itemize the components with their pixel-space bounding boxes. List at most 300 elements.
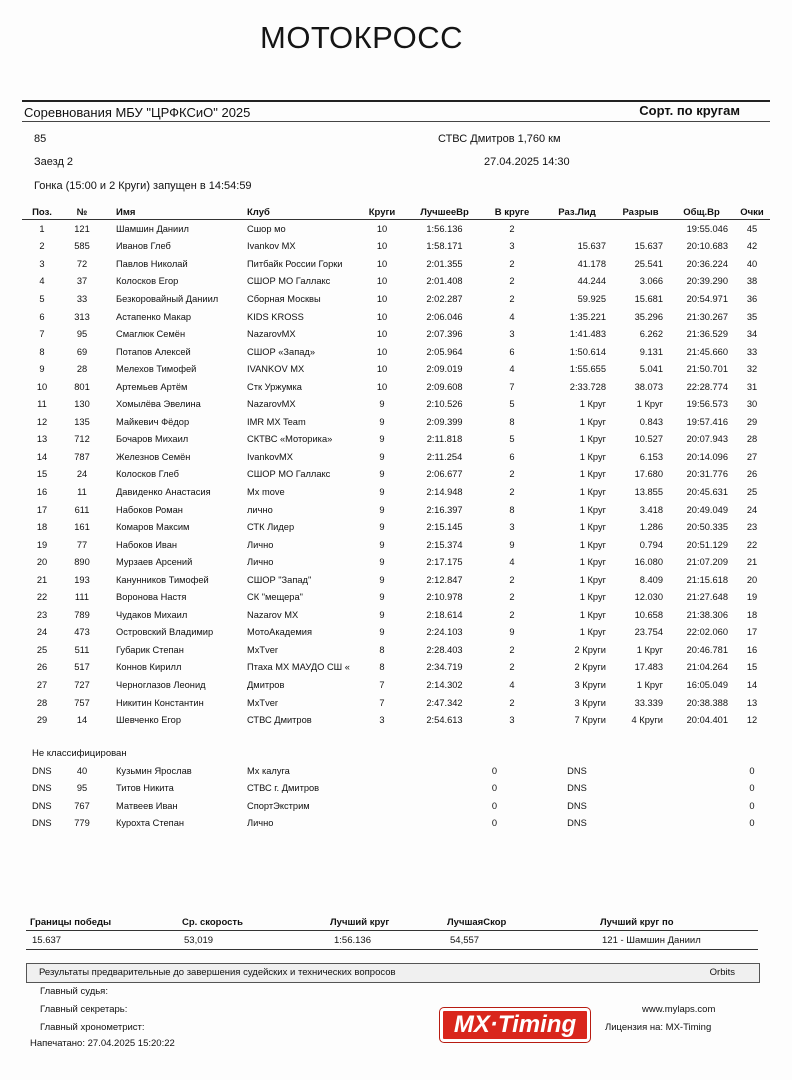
cell-points: 34 — [746, 329, 758, 340]
cell-best-time: 2:17.175 — [426, 557, 463, 568]
cell-status: DNS — [32, 783, 52, 794]
cell-gap: 17.680 — [634, 469, 663, 480]
cell-on-lap: 3 — [509, 522, 515, 533]
cell-rider-name: Титов Никита — [116, 783, 174, 794]
cell-number: 77 — [76, 539, 88, 550]
cell-laps: 9 — [379, 434, 385, 445]
table-row — [22, 641, 770, 659]
table-row — [22, 676, 770, 694]
cell-position: 5 — [39, 293, 45, 304]
cell-on-lap: 4 — [509, 311, 515, 322]
cell-gap: 35.296 — [634, 311, 663, 322]
cell-on-lap: 7 — [509, 381, 515, 392]
cell-number: 757 — [74, 697, 90, 708]
cell-position: 14 — [36, 451, 48, 462]
cell-total-time: 20:04.401 — [686, 715, 728, 726]
cell-total-time: 20:36.224 — [686, 258, 728, 269]
table-row — [22, 273, 770, 291]
header-rule-top — [22, 100, 770, 102]
cell-laps: 9 — [379, 416, 385, 427]
cell-points: 33 — [746, 346, 758, 357]
best-lap-by-label: Лучший круг по — [600, 917, 674, 928]
cell-position: 20 — [36, 557, 48, 568]
cell-club: Mx move — [247, 486, 285, 497]
cell-rider-name: Хомылёва Эвелина — [116, 399, 201, 410]
cell-on-lap: 8 — [509, 504, 515, 515]
cell-gap-leader: 2:33.728 — [569, 381, 606, 392]
cell-position: 22 — [36, 592, 48, 603]
cell-club: Сшор мо — [247, 223, 286, 234]
cell-position: 3 — [39, 258, 45, 269]
table-row — [22, 413, 770, 431]
cell-gap: 10.658 — [634, 609, 663, 620]
cell-position: 9 — [39, 364, 45, 375]
cell-rider-name: Мурзаев Арсений — [116, 557, 193, 568]
cell-gap: 33.339 — [634, 697, 663, 708]
cell-gap-leader: 1:41.483 — [569, 329, 606, 340]
cell-gap: 1.286 — [639, 522, 663, 533]
website-link[interactable]: www.mylaps.com — [642, 1004, 716, 1015]
table-row — [22, 694, 770, 712]
cell-empty — [607, 762, 734, 780]
results-body — [22, 220, 770, 729]
col-number: № — [62, 205, 102, 220]
cell-club: IvankovMX — [247, 451, 293, 462]
cell-rider-name: Железнов Семён — [116, 451, 191, 462]
cell-points: 36 — [746, 293, 758, 304]
cell-number: 712 — [74, 434, 90, 445]
cell-club: IVANKOV MX — [247, 364, 305, 375]
cell-best-time: 1:58.171 — [426, 241, 463, 252]
cell-total-time: 20:50.335 — [686, 522, 728, 533]
cell-on-lap: 9 — [509, 539, 515, 550]
header-band — [22, 100, 770, 122]
cell-rider-name: Майкевич Фёдор — [116, 416, 190, 427]
cell-position: 4 — [39, 276, 45, 287]
cell-gap-leader: 1 Круг — [579, 416, 606, 427]
class-code: 85 — [34, 133, 47, 145]
cell-laps: 0 — [491, 800, 498, 811]
cell-club: СпортЭкстрим — [247, 800, 310, 811]
cell-on-lap: 9 — [509, 627, 515, 638]
table-row — [22, 378, 770, 396]
cell-position: 1 — [39, 223, 45, 234]
cell-total-time: 19:56.573 — [686, 399, 728, 410]
cell-position: 21 — [36, 574, 48, 585]
cell-gap: 0.843 — [639, 416, 663, 427]
cell-empty — [607, 797, 734, 815]
table-row — [22, 571, 770, 589]
cell-gap: 1 Круг — [636, 679, 663, 690]
license-text: Лицензия на: MX-Timing — [605, 1022, 712, 1033]
col-laps: Круги — [357, 205, 407, 220]
cell-number: 11 — [77, 486, 87, 497]
cell-total-time: 21:45.660 — [686, 346, 728, 357]
cell-gap-leader: 3 Круги — [574, 679, 606, 690]
cell-empty — [607, 815, 734, 833]
cell-gap-leader: 1 Круг — [579, 574, 606, 585]
cell-number: 40 — [76, 765, 88, 776]
cell-on-lap: 2 — [509, 258, 515, 269]
cell-best-time: 2:24.103 — [426, 627, 463, 638]
cell-club: Nazarov MX — [247, 609, 299, 620]
cell-gap: 6.262 — [639, 329, 663, 340]
cell-gap-status: DNS — [567, 783, 587, 794]
cell-laps: 9 — [379, 469, 385, 480]
cell-points: 22 — [746, 539, 758, 550]
cell-gap-leader: 1:50.614 — [569, 346, 606, 357]
cell-total-time: 22:02.060 — [686, 627, 728, 638]
cell-position: 8 — [39, 346, 45, 357]
cell-gap-leader: 1 Круг — [579, 522, 606, 533]
dns-body — [22, 762, 770, 832]
cell-best-time: 2:10.526 — [426, 399, 463, 410]
cell-gap-leader: 7 Круги — [574, 715, 606, 726]
win-margin-label: Границы победы — [30, 917, 112, 928]
col-club: Клуб — [247, 205, 357, 220]
cell-best-time: 2:54.613 — [426, 715, 463, 726]
cell-total-time: 20:54.971 — [686, 293, 728, 304]
cell-gap: 12.030 — [634, 592, 663, 603]
dns-row — [22, 797, 770, 815]
cell-rider-name: Черноглазов Леонид — [116, 679, 206, 690]
cell-gap: 1 Круг — [636, 399, 663, 410]
col-best-time: ЛучшееВр — [407, 205, 482, 220]
cell-position: 16 — [36, 486, 48, 497]
cell-best-time: 2:10.978 — [426, 592, 463, 603]
cell-gap: 13.855 — [634, 486, 663, 497]
table-row — [22, 360, 770, 378]
cell-laps: 9 — [379, 557, 385, 568]
table-row — [22, 325, 770, 343]
cell-on-lap: 2 — [509, 223, 515, 234]
cell-gap-status: DNS — [567, 818, 587, 829]
cell-laps: 10 — [376, 364, 388, 375]
cell-number: 517 — [74, 662, 90, 673]
cell-points: 24 — [746, 504, 758, 515]
cell-points: 21 — [746, 557, 758, 568]
cell-total-time: 21:07.209 — [686, 557, 728, 568]
cell-gap-leader: 3 Круги — [574, 697, 606, 708]
best-lap-label: Лучший круг — [330, 917, 390, 928]
cell-laps: 9 — [379, 574, 385, 585]
cell-gap — [612, 220, 669, 238]
cell-gap: 25.541 — [634, 258, 663, 269]
cell-points: 35 — [746, 311, 758, 322]
cell-gap-leader: 1 Круг — [579, 399, 606, 410]
cell-number: 95 — [76, 329, 88, 340]
cell-gap-leader: 1 Круг — [579, 504, 606, 515]
cell-club: KIDS KROSS — [247, 311, 304, 322]
cell-status: DNS — [32, 800, 52, 811]
table-row — [22, 308, 770, 326]
table-row — [22, 518, 770, 536]
cell-empty — [607, 780, 734, 798]
document-title: МОТОКРОСС — [260, 20, 464, 55]
cell-gap: 10.527 — [634, 434, 663, 445]
cell-rider-name: Давиденко Анастасия — [116, 486, 211, 497]
table-row — [22, 343, 770, 361]
chief-secretary: Главный секретарь: — [40, 1004, 128, 1015]
cell-club: Питбайк России Горки — [247, 258, 343, 269]
cell-rider-name: Никитин Константин — [116, 697, 204, 708]
track-name: СТВС Дмитров 1,760 км — [438, 133, 561, 145]
cell-points: 45 — [746, 223, 758, 234]
cell-laps: 10 — [376, 276, 388, 287]
avg-speed-value: 53,019 — [184, 935, 214, 946]
cell-points: 13 — [746, 697, 758, 708]
cell-points: 16 — [746, 644, 758, 655]
cell-on-lap: 2 — [509, 486, 515, 497]
cell-club: Дмитров — [247, 679, 285, 690]
cell-gap: 15.681 — [634, 293, 663, 304]
cell-number: 511 — [74, 644, 90, 655]
cell-club: Мх калуга — [247, 765, 290, 776]
cell-number: 95 — [76, 783, 88, 794]
cell-best-time: 2:01.408 — [426, 276, 463, 287]
cell-gap-leader: 1 Круг — [579, 627, 606, 638]
cell-total-time: 19:57.416 — [686, 416, 728, 427]
cell-club: MxTver — [247, 697, 278, 708]
cell-position: 19 — [36, 539, 48, 550]
heat-label: Заезд 2 — [34, 156, 74, 168]
cell-points: 17 — [746, 627, 758, 638]
cell-rider-name: Смаглюк Семён — [116, 329, 186, 340]
cell-number: 135 — [74, 416, 90, 427]
table-row — [22, 466, 770, 484]
cell-gap: 9.131 — [639, 346, 663, 357]
cell-total-time: 20:10.683 — [686, 241, 728, 252]
cell-best-time: 2:15.145 — [426, 522, 463, 533]
cell-number: 890 — [74, 557, 90, 568]
cell-position: 2 — [39, 241, 45, 252]
cell-club: MxTver — [247, 644, 278, 655]
cell-club: Птаха МХ МАУДО СШ « — [247, 662, 350, 673]
cell-position: 12 — [36, 416, 48, 427]
cell-laps: 9 — [379, 399, 385, 410]
cell-points: 25 — [746, 486, 758, 497]
cell-number: 33 — [76, 293, 88, 304]
cell-best-time: 2:01.355 — [426, 258, 463, 269]
table-row — [22, 711, 770, 729]
cell-gap-leader: 2 Круги — [574, 662, 606, 673]
cell-points: 0 — [749, 818, 755, 829]
cell-laps: 9 — [379, 609, 385, 620]
cell-total-time: 20:31.776 — [686, 469, 728, 480]
cell-on-lap: 2 — [509, 662, 515, 673]
col-on-lap: В круге — [482, 205, 542, 220]
cell-rider-name: Шевченко Егор — [116, 715, 182, 726]
cell-best-time: 2:47.342 — [426, 697, 463, 708]
cell-best-time: 2:02.287 — [426, 293, 463, 304]
cell-status: DNS — [32, 818, 52, 829]
cell-total-time: 20:39.290 — [686, 276, 728, 287]
cell-total-time: 20:46.781 — [686, 644, 728, 655]
cell-laps: 9 — [379, 539, 385, 550]
table-row — [22, 536, 770, 554]
cell-gap: 6.153 — [639, 451, 663, 462]
cell-laps: 10 — [376, 346, 388, 357]
cell-on-lap: 5 — [509, 399, 515, 410]
cell-laps: 10 — [376, 329, 388, 340]
table-row — [22, 255, 770, 273]
cell-total-time: 20:45.631 — [686, 486, 728, 497]
cell-on-lap: 4 — [509, 364, 515, 375]
cell-position: 11 — [37, 399, 47, 410]
col-name: Имя — [102, 205, 247, 220]
cell-gap-leader: 1 Круг — [579, 469, 606, 480]
cell-gap-leader: 15.637 — [577, 241, 606, 252]
cell-best-time: 2:15.374 — [426, 539, 463, 550]
table-row — [22, 606, 770, 624]
cell-total-time: 21:36.529 — [686, 329, 728, 340]
avg-speed-label: Ср. скорость — [182, 917, 243, 928]
chief-judge: Главный судья: — [40, 986, 108, 997]
summary-rule-bottom — [26, 949, 758, 950]
cell-number: 779 — [74, 818, 90, 829]
cell-rider-name: Астапенко Макар — [116, 311, 192, 322]
cell-gap-leader: 1 Круг — [579, 539, 606, 550]
cell-points: 27 — [746, 451, 758, 462]
col-total-time: Общ.Вр — [669, 205, 734, 220]
cell-laps: 10 — [376, 258, 388, 269]
cell-best-time: 1:56.136 — [426, 223, 463, 234]
mx-timing-logo: MX·Timing — [440, 1008, 590, 1042]
cell-club: СТВС г. Дмитров — [247, 783, 320, 794]
cell-position: 29 — [36, 715, 48, 726]
cell-best-time: 2:16.397 — [426, 504, 463, 515]
competition-name: Соревнования МБУ "ЦРФКСиО" 2025 — [24, 105, 251, 120]
race-info: Гонка (15:00 и 2 Круги) запущен в 14:54:59 — [34, 180, 252, 192]
cell-rider-name: Чудаков Михаил — [116, 609, 188, 620]
cell-total-time: 21:27.648 — [686, 592, 728, 603]
cell-on-lap: 3 — [509, 241, 515, 252]
cell-club: СТВС Дмитров — [247, 715, 312, 726]
dns-row — [22, 762, 770, 780]
cell-rider-name: Канунников Тимофей — [116, 574, 209, 585]
cell-gap-leader: 1 Круг — [579, 592, 606, 603]
cell-total-time: 20:14.096 — [686, 451, 728, 462]
cell-on-lap: 2 — [509, 697, 515, 708]
best-speed-label: ЛучшаяСкор — [447, 917, 507, 928]
cell-number: 801 — [74, 381, 90, 392]
cell-number: 14 — [76, 715, 88, 726]
cell-laps: 9 — [379, 451, 385, 462]
cell-total-time: 20:49.049 — [686, 504, 728, 515]
cell-club: Сборная Москвы — [247, 293, 321, 304]
cell-on-lap: 2 — [509, 469, 515, 480]
cell-laps: 7 — [379, 679, 385, 690]
cell-total-time: 22:28.774 — [686, 381, 728, 392]
cell-on-lap: 6 — [509, 346, 515, 357]
dns-row — [22, 815, 770, 833]
cell-on-lap: 2 — [509, 574, 515, 585]
cell-points: 32 — [746, 364, 758, 375]
cell-rider-name: Иванов Глеб — [116, 241, 171, 252]
cell-laps: 9 — [379, 486, 385, 497]
cell-rider-name: Воронова Настя — [116, 592, 187, 603]
cell-on-lap: 3 — [509, 715, 515, 726]
cell-points: 26 — [746, 469, 758, 480]
cell-laps: 3 — [379, 715, 385, 726]
table-row — [22, 238, 770, 256]
cell-on-lap: 4 — [509, 679, 515, 690]
cell-gap-leader: 41.178 — [577, 258, 606, 269]
table-row — [22, 220, 770, 238]
cell-laps: 7 — [379, 697, 385, 708]
cell-gap-leader: 1 Круг — [579, 609, 606, 620]
cell-best-time: 2:09.399 — [426, 416, 463, 427]
cell-number: 28 — [76, 364, 88, 375]
cell-total-time: 21:50.701 — [686, 364, 728, 375]
cell-gap-leader: 1 Круг — [579, 486, 606, 497]
table-row — [22, 553, 770, 571]
best-lap-value: 1:56.136 — [334, 935, 371, 946]
cell-points: 42 — [746, 241, 758, 252]
cell-best-time: 2:06.046 — [426, 311, 463, 322]
cell-laps: 0 — [491, 783, 498, 794]
cell-gap-leader: 44.244 — [577, 276, 606, 287]
cell-club: Лично — [247, 818, 274, 829]
cell-laps: 10 — [376, 311, 388, 322]
table-row — [22, 483, 770, 501]
cell-number: 313 — [74, 311, 90, 322]
cell-laps: 9 — [379, 522, 385, 533]
cell-points: 0 — [749, 800, 755, 811]
cell-club: NazarovMX — [247, 329, 296, 340]
cell-total-time: 19:55.046 — [686, 223, 728, 234]
cell-on-lap: 8 — [509, 416, 515, 427]
table-row — [22, 395, 770, 413]
cell-gap-status: DNS — [567, 765, 587, 776]
cell-rider-name: Павлов Николай — [116, 258, 188, 269]
cell-best-time: 2:34.719 — [426, 662, 463, 673]
table-row — [22, 290, 770, 308]
cell-gap-leader: 1:55.655 — [569, 364, 606, 375]
cell-rider-name: Набоков Иван — [116, 539, 178, 550]
cell-rider-name: Безкоровайный Даниил — [116, 293, 219, 304]
not-classified-label: Не классифицирован — [32, 748, 127, 759]
cell-on-lap: 2 — [509, 592, 515, 603]
cell-total-time: 21:30.267 — [686, 311, 728, 322]
cell-gap: 3.066 — [639, 276, 663, 287]
cell-best-time: 2:11.818 — [426, 434, 463, 445]
cell-on-lap: 5 — [509, 434, 515, 445]
sort-label: Сорт. по кругам — [639, 103, 740, 118]
cell-number: 727 — [74, 679, 90, 690]
cell-points: 23 — [746, 522, 758, 533]
table-row — [22, 624, 770, 642]
cell-laps: 9 — [379, 592, 385, 603]
cell-rider-name: Мелехов Тимофей — [116, 364, 197, 375]
cell-position: 13 — [36, 434, 48, 445]
cell-best-time: 2:09.019 — [426, 364, 463, 375]
preliminary-bar — [26, 963, 760, 983]
cell-position: 28 — [36, 697, 48, 708]
cell-club: NazarovMX — [247, 399, 296, 410]
cell-rider-name: Бочаров Михаил — [116, 434, 189, 445]
results-table — [22, 205, 770, 729]
cell-best-time: 2:11.254 — [426, 451, 463, 462]
cell-club: СШОР МО Галлакс — [247, 469, 331, 480]
preliminary-note: Результаты предварительные до завершения судейских и технических вопросов — [39, 967, 396, 978]
cell-on-lap: 2 — [509, 644, 515, 655]
cell-gap-status: DNS — [567, 800, 587, 811]
cell-number: 161 — [74, 522, 90, 533]
cell-rider-name: Артемьев Артём — [116, 381, 188, 392]
cell-club: Ivankov MX — [247, 241, 296, 252]
cell-club: МотоАкадемия — [247, 627, 312, 638]
